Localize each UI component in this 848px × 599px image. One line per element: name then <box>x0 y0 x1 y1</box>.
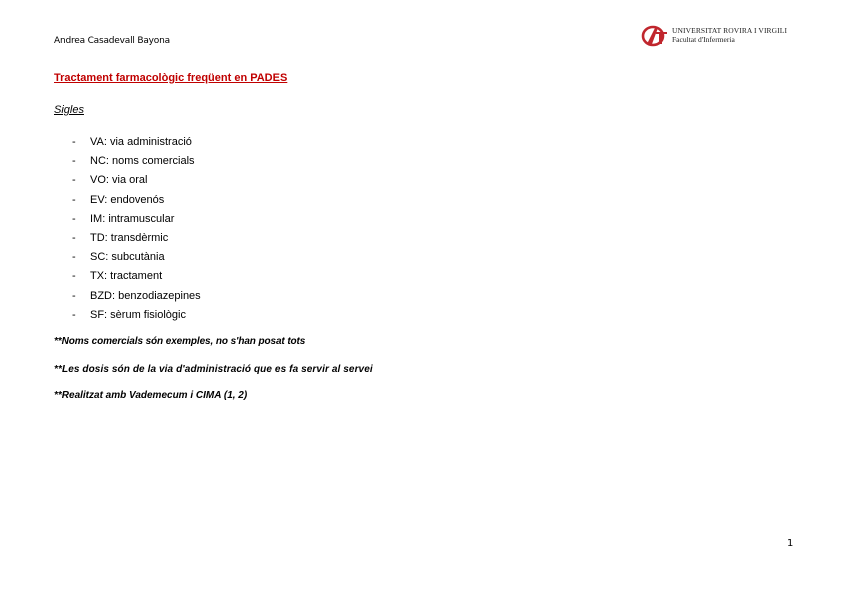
list-item <box>72 289 201 308</box>
list-item-text: VO: via oral <box>90 174 148 187</box>
list-item-text: SC: subcutània <box>90 251 165 264</box>
note-sources: **Realitzat amb Vademecum i CIMA (1, 2) <box>54 390 248 401</box>
bullet-dash: - <box>72 231 76 244</box>
abbreviation-list <box>72 135 201 327</box>
list-item-text: NC: noms comercials <box>90 155 195 168</box>
note-dosage: **Les dosis són de la via d'administració que es fa servir al servei <box>54 364 373 375</box>
bullet-dash: - <box>72 270 76 283</box>
university-name: UNIVERSITAT ROVIRA I VIRGILI <box>672 26 788 35</box>
list-item <box>72 212 201 231</box>
bullet-dash: - <box>72 212 76 225</box>
note-commercial-names: **Noms comercials són exemples, no s'han posat tots <box>54 336 306 347</box>
list-item <box>72 154 201 173</box>
list-item <box>72 269 201 288</box>
section-heading: Sigles <box>54 104 84 116</box>
list-item-text: IM: intramuscular <box>90 212 175 225</box>
list-item <box>72 135 201 154</box>
list-item <box>72 250 201 269</box>
bullet-dash: - <box>72 174 76 187</box>
document-title: Tractament farmacològic freqüent en PADES <box>54 72 288 84</box>
university-logo <box>641 24 791 48</box>
list-item-text: TD: transdèrmic <box>90 231 169 244</box>
bullet-dash: - <box>72 155 76 168</box>
bullet-dash: - <box>72 136 76 148</box>
list-item <box>72 308 201 327</box>
bullet-dash: - <box>72 251 76 264</box>
list-item <box>72 193 201 212</box>
bullet-dash: - <box>72 308 76 321</box>
list-item-text: TX: tractament <box>90 270 163 283</box>
list-item-text: VA: via administració <box>90 136 192 148</box>
page-number: 1 <box>787 538 794 549</box>
bullet-dash: - <box>72 289 76 302</box>
urv-logo-icon <box>641 24 671 48</box>
list-item-text: SF: sèrum fisiològic <box>90 308 186 321</box>
list-item <box>72 231 201 250</box>
author-name: Andrea Casadevall Bayona <box>54 36 170 46</box>
faculty-name: Facultat d'Infermeria <box>672 35 735 44</box>
list-item-text: EV: endovenós <box>90 193 165 206</box>
list-item <box>72 173 201 192</box>
list-item-text: BZD: benzodiazepines <box>90 289 201 302</box>
bullet-dash: - <box>72 193 76 206</box>
